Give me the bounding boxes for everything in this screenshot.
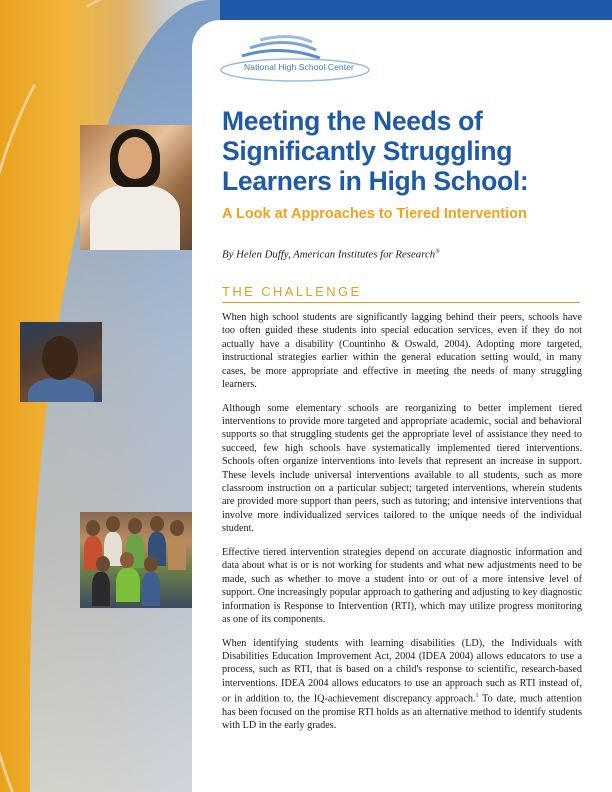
cover-artwork [0,0,220,792]
page-subtitle: A Look at Approaches to Tiered Intervention [222,206,527,222]
paragraph-text: When identifying students with learning disabilities (LD), the Individuals with Disabilities Education Improvement Act, 2004 (IDEA 2004) allows educators to use a process, such as RTI, that is based on a child's response to scientific, research-based interventions. IDEA 2004 allows educators to use an approach such as RTI instead of, or in addition to, the IQ-achievement discrepancy approach. [222,637,582,705]
page-title: Meeting the Needs of Significantly Struggling Learners in High School: [222,106,529,196]
paragraph-text: To date, much attention has been focused on the promise RTI holds as an alternative method to identify students with LD in the early grades. [222,693,582,732]
section-divider [222,302,580,303]
students-group-photo [80,512,192,608]
footnote-marker: 1 [475,693,479,700]
body-text [222,311,582,743]
registered-mark: ® [435,249,440,255]
student-photo-boy [20,322,102,402]
paragraph: Although some elementary schools are reorganizing to better implement tiered interventions to provide more targeted and appropriate academic, social and behavioral supports so that struggling students get the appropriate level of assistance they need to succeed, few high schools have systematically implemented tiered interventions. Schools often organize interventions into levels that represent an increase in support. These levels include universal interventions available to all students, such as more classroom instruction on a particular subject; targeted interventions, wherein students are provided more support than peers, such as tutoring; and intensive interventions that involve more individualized services tailored to the unique needs of the individual student. [222,402,582,535]
byline-text: By Helen Duffy, American Institutes for Research [222,248,436,261]
paragraph: When high school students are significantly lagging behind their peers, schools have too often guided these students into special education services, even if they do not actually have a disability (Countinho & Oswald, 2004). Adopting more targeted, instructional strategies earlier within the general education setting would, in many cases, be more appropriate and effective in meeting the needs of many struggling learners. [222,312,582,391]
paragraph: Effective tiered intervention strategies depend on accurate diagnostic information and data about what is or is not working for students and what new adjustments need to be made, such as whether to move a student into or out of a more intensive level of support. One increasingly popular approach to gathering and adjusting to key diagnostic information is Response to Intervention (RTI), which may utilize progress monitoring as one of its components. [222,546,582,625]
logo-text: National High School Center [244,62,354,72]
nhsc-logo-icon [220,32,370,84]
author-byline [222,245,602,262]
paragraph [222,637,582,733]
section-heading: THE CHALLENGE [222,284,362,299]
